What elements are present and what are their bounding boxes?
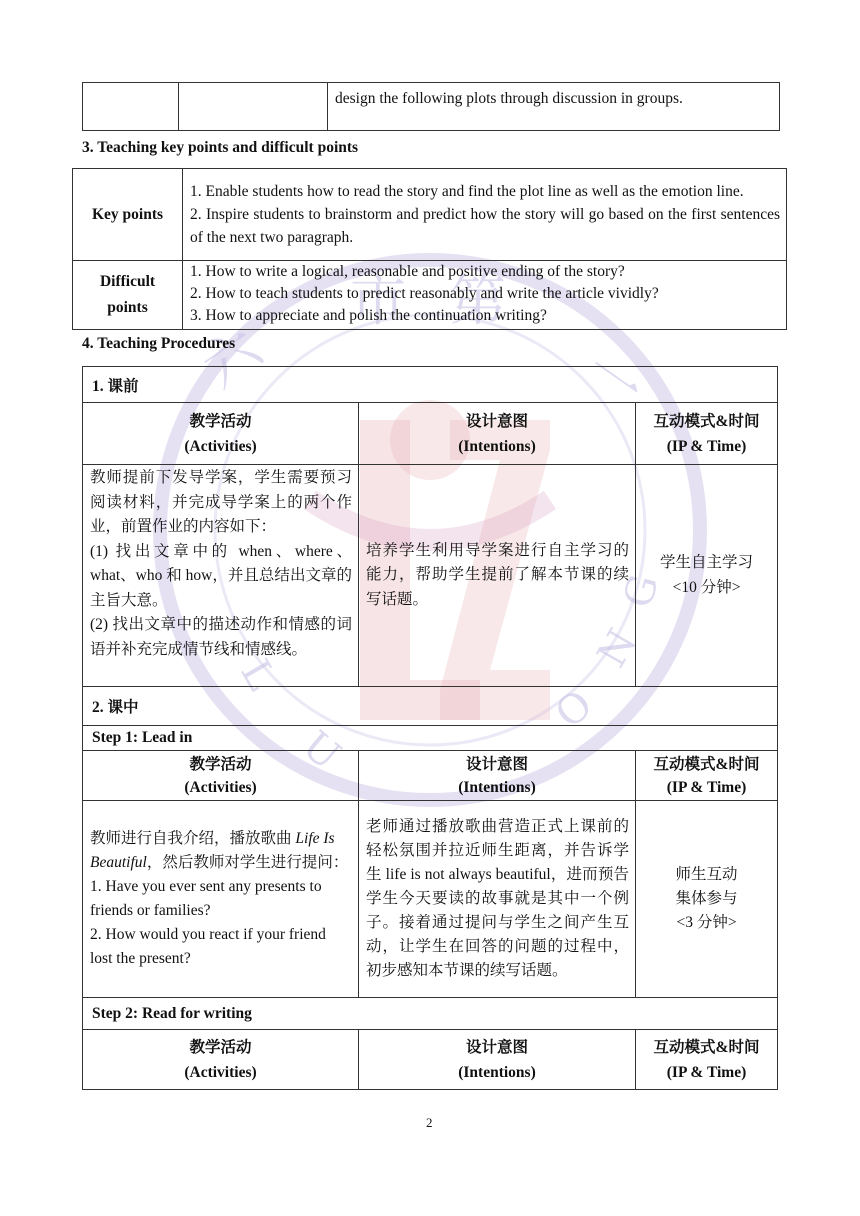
col-ip-cn: 互动模式&时间 bbox=[653, 412, 760, 430]
step1-col-intentions bbox=[359, 751, 636, 801]
difficult-point-1: 1. How to write a logical, reasonable and positive ending of the story? bbox=[190, 263, 625, 280]
pre-class-activity bbox=[83, 465, 359, 687]
col-ip-en: (IP & Time) bbox=[666, 437, 747, 455]
difficult-point-2: 2. How to teach students to predict reasonably and write the article vividly? bbox=[190, 285, 659, 302]
svg-text:N: N bbox=[588, 621, 647, 675]
step2-activities-en: (Activities) bbox=[184, 1063, 257, 1081]
svg-text:一: 一 bbox=[571, 338, 656, 424]
step2-intentions-cn: 设计意图 bbox=[465, 1038, 528, 1056]
difficult-label-line2: points bbox=[107, 299, 148, 316]
step2-col-intentions bbox=[359, 1030, 636, 1090]
svg-text:市: 市 bbox=[350, 269, 406, 334]
step1-col-ip bbox=[636, 751, 778, 801]
step1-col-activities bbox=[83, 751, 359, 801]
step2-activities-cn: 教学活动 bbox=[189, 1038, 252, 1056]
step2-ip-en: (IP & Time) bbox=[666, 1063, 747, 1081]
svg-text:第: 第 bbox=[450, 269, 506, 334]
step2-col-activities bbox=[83, 1030, 359, 1090]
pre-class-ip bbox=[636, 465, 778, 687]
col-activities-en: (Activities) bbox=[184, 437, 257, 455]
step1-activity bbox=[83, 801, 359, 998]
step1-ip-line2: 集体参与 bbox=[675, 890, 738, 907]
key-points-label: Key points bbox=[73, 169, 183, 261]
col-intentions-en: (Intentions) bbox=[458, 437, 536, 455]
step1-ip bbox=[636, 801, 778, 998]
difficult-point-3: 3. How to appreciate and polish the continuation writing? bbox=[190, 307, 547, 324]
step1-question-2: 2. How would you react if your friend lost the present? bbox=[90, 926, 326, 967]
pre-activity-intro: 教师提前下发导学案，学生需要预习阅读材料，并完成导学案上的两个作业，前置作业的内容如下： bbox=[90, 469, 352, 535]
pre-ip-line2: <10 分钟> bbox=[672, 578, 741, 596]
svg-text:U: U bbox=[293, 722, 349, 780]
col-ip-header bbox=[636, 403, 778, 465]
svg-text:O: O bbox=[546, 681, 602, 738]
key-points-content bbox=[183, 169, 787, 261]
step1-intentions-en: (Intentions) bbox=[458, 778, 536, 796]
svg-text:G: G bbox=[615, 569, 668, 613]
procedures-table bbox=[82, 366, 778, 1090]
difficult-points-label bbox=[73, 261, 183, 330]
key-points-table bbox=[72, 168, 787, 330]
song-title: Life Is Beautiful bbox=[90, 830, 335, 871]
step1-activities-en: (Activities) bbox=[184, 778, 257, 796]
step2-ip-cn: 互动模式&时间 bbox=[653, 1038, 760, 1056]
section3-heading: 3. Teaching key points and difficult points bbox=[82, 139, 359, 156]
step1-question-1: 1. Have you ever sent any presents to friends or families? bbox=[90, 878, 322, 919]
step1-ip-line3: <3 分钟> bbox=[676, 914, 737, 931]
key-point-1: 1. Enable students how to read the story and find the plot line as well as the emotion line. bbox=[190, 182, 744, 200]
empty-cell-2 bbox=[179, 83, 328, 131]
in-class-heading: 2. 课中 bbox=[83, 687, 778, 726]
top-continuation-table bbox=[82, 82, 780, 131]
col-activities-cn: 教学活动 bbox=[189, 412, 252, 430]
empty-cell-1 bbox=[83, 83, 179, 131]
col-intentions-cn: 设计意图 bbox=[465, 412, 528, 430]
top-row-text: design the following plots through discussion in groups. bbox=[328, 83, 780, 131]
step2-intentions-en: (Intentions) bbox=[458, 1063, 536, 1081]
page-number: 2 bbox=[426, 1115, 433, 1130]
step2-col-ip bbox=[636, 1030, 778, 1090]
pre-activity-task-1: (1) 找出文章中的 when、where、what、who 和 how，并且总结出文章的主旨大意。 bbox=[90, 542, 352, 609]
pre-class-intention: 培养学生利用导学案进行自主学习的能力，帮助学生提前了解本节课的续写话题。 bbox=[359, 465, 636, 687]
step1-heading: Step 1: Lead in bbox=[83, 726, 778, 751]
step1-intentions-cn: 设计意图 bbox=[465, 755, 528, 773]
col-activities-header bbox=[83, 403, 359, 465]
svg-text:L: L bbox=[231, 652, 285, 699]
difficult-points-content bbox=[183, 261, 787, 330]
step1-activity-intro: 教师进行自我介绍，播放歌曲 Life Is Beautiful，然后教师对学生进行提问： bbox=[90, 830, 349, 871]
svg-text:六: 六 bbox=[190, 316, 274, 402]
step1-activities-cn: 教学活动 bbox=[189, 755, 252, 773]
col-intentions-header bbox=[359, 403, 636, 465]
step1-intention: 老师通过播放歌曲营造正式上课前的轻松氛围并拉近师生距离，并告诉学生 life is not always beautiful，进而预告学生今天要读的故事就是其中一个例子。接着通过提问与学生之间产生互动，让学生在回答的问题的过程中，初步感知本节课的续写话题。 bbox=[359, 801, 636, 998]
step1-ip-cn: 互动模式&时间 bbox=[653, 755, 760, 773]
step2-heading: Step 2: Read for writing bbox=[83, 998, 778, 1030]
pre-activity-task-2: (2) 找出文章中的描述动作和情感的词语并补充完成情节线和情感线。 bbox=[90, 616, 352, 658]
key-point-2: 2. Inspire students to brainstorm and predict how the story will go based on the first sentences of the next two paragraph. bbox=[190, 205, 780, 246]
pre-class-heading: 1. 课前 bbox=[83, 367, 778, 403]
step1-ip-line1: 师生互动 bbox=[675, 866, 738, 883]
pre-ip-line1: 学生自主学习 bbox=[660, 554, 754, 571]
step1-ip-en: (IP & Time) bbox=[666, 778, 747, 796]
difficult-label-line1: Difficult bbox=[99, 273, 156, 290]
section4-heading: 4. Teaching Procedures bbox=[82, 335, 236, 352]
